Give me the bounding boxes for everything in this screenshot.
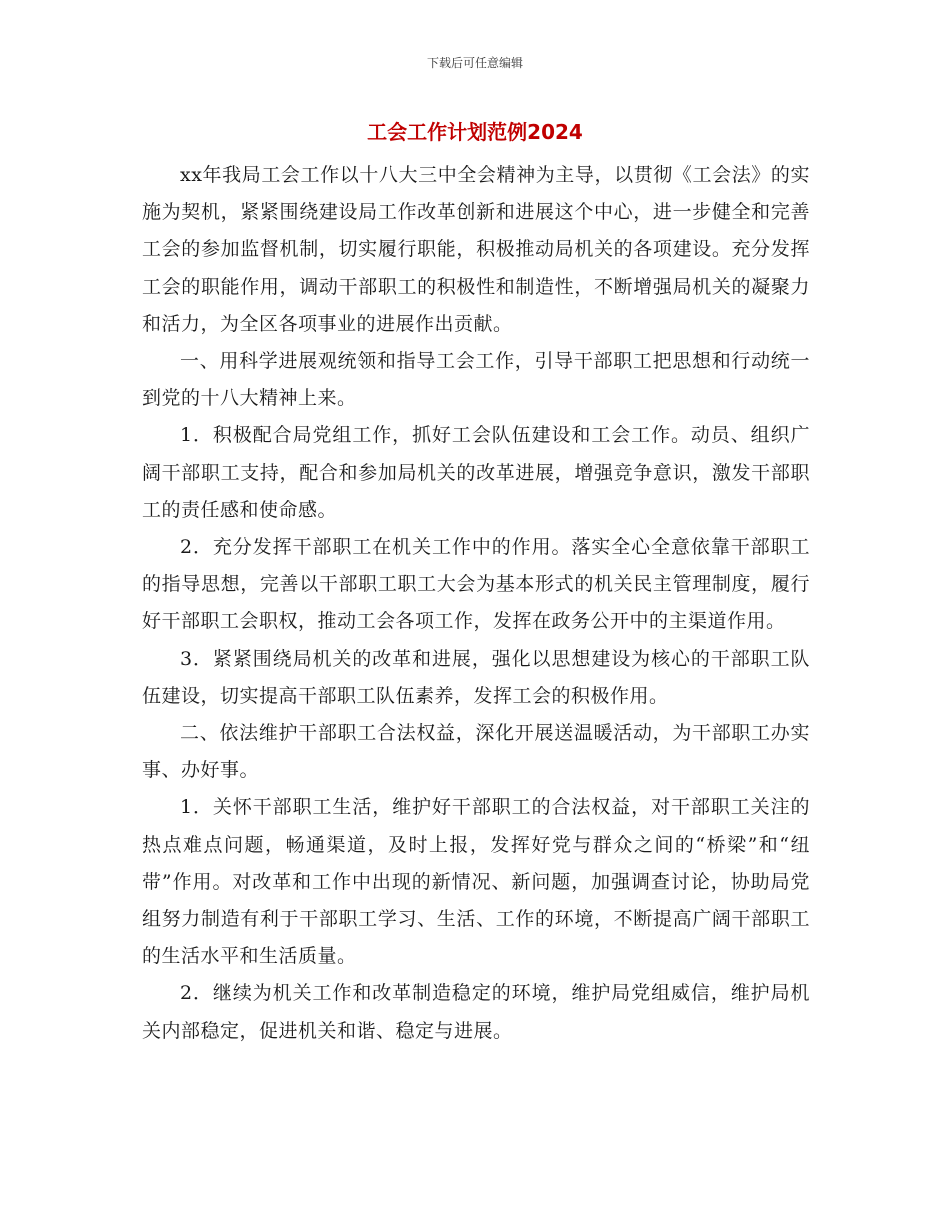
paragraph-section-2-item-1: 1．关怀干部职工生活，维护好干部职工的合法权益，对干部职工关注的热点难点问题，畅通渠道，及时上报，发挥好党与群众之间的“桥梁”和“纽带”作用。对改革和工作中出现的新情况、新问题，加强调查讨论，协助局党组努力制造有利于干部职工学习、生活、工作的环境，不断提高广阔干部职工的生活水平和生活质量。 bbox=[142, 796, 810, 968]
paragraph-section-1-item-1: 1．积极配合局党组工作，抓好工会队伍建设和工会工作。动员、组织广阔干部职工支持，配合和参加局机关的改革进展，增强竞争意识，激发干部职工的责任感和使命感。 bbox=[142, 424, 810, 521]
document-title: 工会工作计划范例2024 bbox=[367, 120, 583, 144]
paragraph-section-2-heading: 二、依法维护干部职工合法权益，深化开展送温暖活动，为干部职工办实事、办好事。 bbox=[142, 722, 810, 782]
paragraph-section-2-item-2: 2．继续为机关工作和改革制造稳定的环境，维护局党组威信，维护局机关内部稳定，促进机关和谐、稳定与进展。 bbox=[142, 982, 810, 1042]
paragraph-section-1-item-2: 2．充分发挥干部职工在机关工作中的作用。落实全心全意依靠干部职工的指导思想，完善以干部职工职工大会为基本形式的机关民主管理制度，履行好干部职工会职权，推动工会各项工作，发挥在政务公开中的主渠道作用。 bbox=[142, 536, 810, 633]
paragraph-section-1-item-3: 3．紧紧围绕局机关的改革和进展，强化以思想建设为核心的干部职工队伍建设，切实提高干部职工队伍素养，发挥工会的积极作用。 bbox=[142, 647, 810, 707]
paragraph-intro: xx年我局工会工作以十八大三中全会精神为主导，以贯彻《工会法》的实施为契机，紧紧围绕建设局工作改革创新和进展这个中心，进一步健全和完善工会的参加监督机制，切实履行职能，积极推动局机关的各项建设。充分发挥工会的职能作用，调动干部职工的积极性和制造性，不断增强局机关的凝聚力和活力，为全区各项事业的进展作出贡献。 bbox=[142, 164, 810, 335]
document-body bbox=[142, 157, 810, 1050]
header-note: 下载后可任意编辑 bbox=[426, 56, 523, 70]
paragraph-section-1-heading: 一、用科学进展观统领和指导工会工作，引导干部职工把思想和行动统一到党的十八大精神上来。 bbox=[142, 350, 810, 410]
